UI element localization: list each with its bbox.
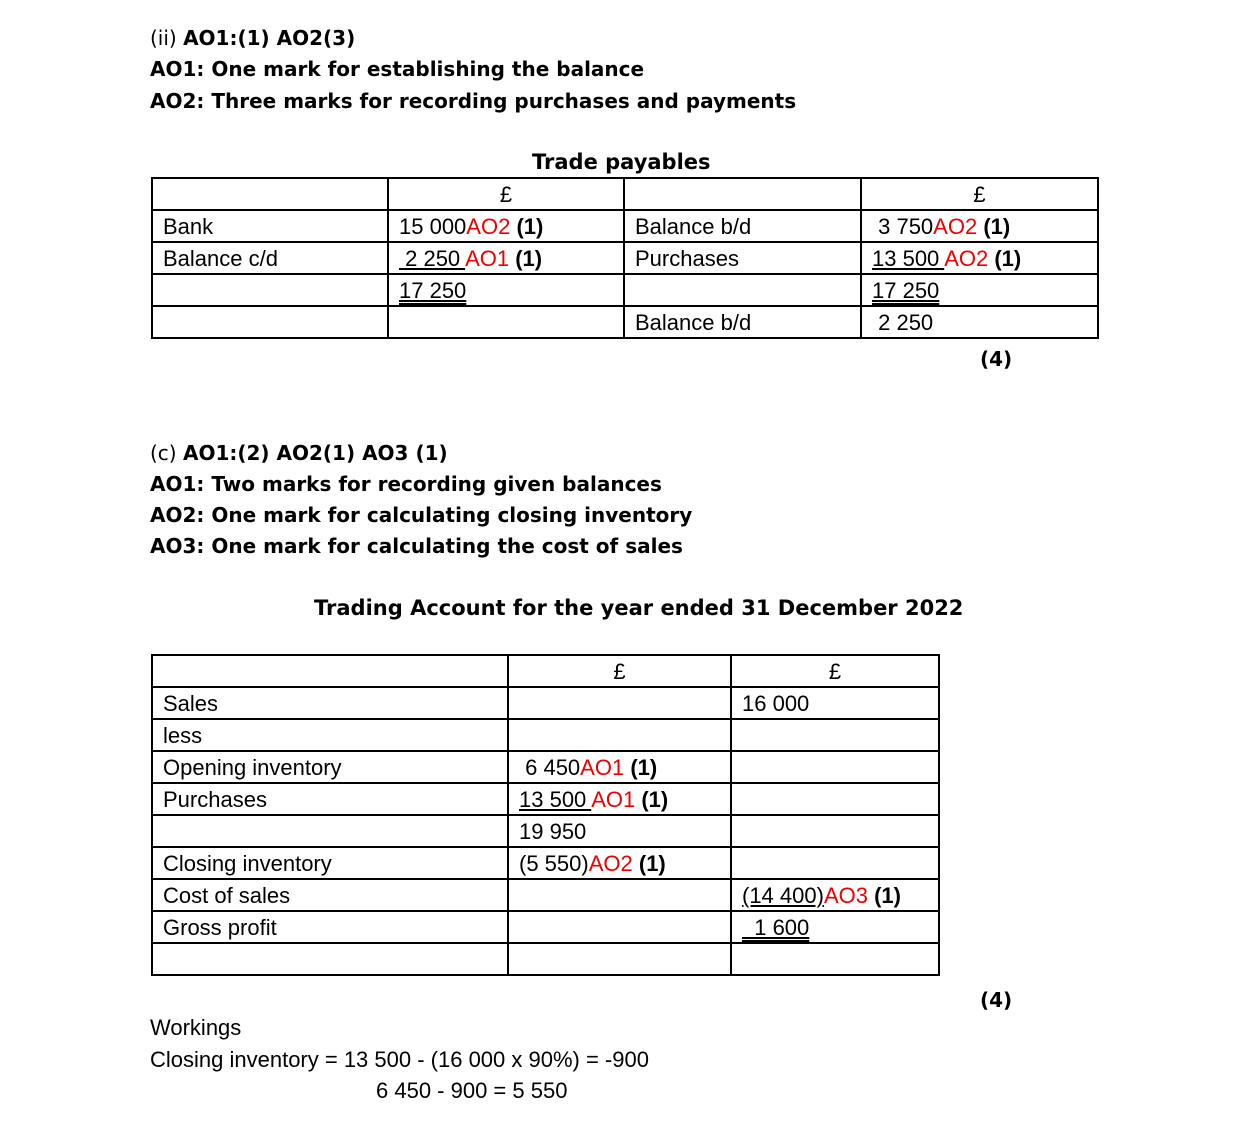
cell-value: 3 750 [872, 214, 934, 239]
trade-payables-table [151, 177, 1099, 339]
cell-value: Purchases [635, 246, 739, 271]
table-row [152, 687, 939, 719]
cell-value: 16 000 [742, 691, 810, 716]
table-cell [731, 751, 939, 783]
table-cell [152, 655, 508, 687]
section-ii-heading: (ii) AO1:(1) AO2(3) [150, 26, 356, 50]
assessment-objective-tag: AO2 [933, 214, 978, 239]
cell-value: 19 950 [519, 819, 587, 844]
cell-value: £ [499, 182, 513, 207]
table-cell [731, 655, 939, 687]
table-cell [508, 911, 731, 943]
table-cell [508, 687, 731, 719]
mark-count: (1) [630, 755, 658, 780]
table-cell [508, 847, 731, 879]
cell-value: (5 550) [519, 851, 589, 876]
table-cell [152, 687, 508, 719]
table-cell [731, 783, 939, 815]
cell-value: Sales [163, 691, 219, 716]
cell-value: £ [828, 659, 842, 684]
workings-line: 6 450 - 900 = 5 550 [376, 1078, 568, 1103]
section-c-line: AO2: One mark for calculating closing inventory [150, 503, 693, 527]
table-cell [152, 911, 508, 943]
section-ii-line: AO1: One mark for establishing the balance [150, 57, 645, 81]
table-cell [731, 847, 939, 879]
cell-value: Bank [163, 214, 214, 239]
cell-value: £ [973, 182, 986, 207]
cell-value: Balance b/d [635, 214, 752, 239]
table-cell [152, 178, 388, 210]
trade-payables-title: Trade payables [532, 150, 711, 174]
table-cell [731, 879, 939, 911]
table-row [152, 879, 939, 911]
section-c-line: AO3: One mark for calculating the cost of sales [150, 534, 683, 558]
cell-value: Cost of sales [163, 883, 291, 908]
total-marks: (4) [980, 988, 1013, 1012]
table-cell [388, 178, 624, 210]
assessment-objective-tag: AO1 [465, 246, 510, 271]
table-cell [861, 178, 1098, 210]
mark-count: (1) [983, 214, 1011, 239]
table-cell [152, 210, 388, 242]
assessment-objective-tag: AO1 [580, 755, 625, 780]
table-cell [152, 242, 388, 274]
table-cell [731, 719, 939, 751]
mark-count: (1) [994, 246, 1022, 271]
cell-value: 15 000 [399, 214, 467, 239]
table-row [152, 274, 1098, 306]
cell-value: Gross profit [163, 915, 277, 940]
table-cell [624, 210, 861, 242]
cell-value: 6 450 [519, 755, 581, 780]
table-cell [152, 783, 508, 815]
table-cell [508, 879, 731, 911]
cell-value: Purchases [163, 787, 267, 812]
table-cell [731, 911, 939, 943]
cell-value: (14 400) [742, 883, 824, 908]
table-row [152, 210, 1098, 242]
table-cell [388, 274, 624, 306]
table-cell [388, 210, 624, 242]
table-cell [624, 178, 861, 210]
table-cell [152, 274, 388, 306]
mark-count: (1) [516, 214, 544, 239]
trading-account-title: Trading Account for the year ended 31 December 2022 [314, 596, 964, 620]
mark-count: (1) [515, 246, 543, 271]
table-cell [861, 210, 1098, 242]
table-cell [388, 306, 624, 338]
table-cell [152, 719, 508, 751]
trading-account-table [151, 654, 940, 976]
table-cell [152, 306, 388, 338]
table-row [152, 815, 939, 847]
table-row [152, 751, 939, 783]
table-cell [152, 943, 508, 975]
table-row [152, 847, 939, 879]
section-c-heading: (c) AO1:(2) AO2(1) AO3 (1) [150, 441, 448, 465]
table-cell [152, 815, 508, 847]
assessment-objective-tag: AO2 [944, 246, 989, 271]
cell-value: 1 600 [742, 915, 810, 940]
cell-value: Closing inventory [163, 851, 332, 876]
table-cell [152, 751, 508, 783]
workings-line: Closing inventory = 13 500 - (16 000 x 90%) = -900 [150, 1047, 649, 1072]
cell-value: £ [613, 659, 626, 684]
table-cell [508, 751, 731, 783]
total-marks: (4) [980, 347, 1013, 371]
cell-value: 17 250 [399, 278, 467, 303]
table-row [152, 306, 1098, 338]
table-cell [861, 274, 1098, 306]
table-cell [731, 943, 939, 975]
mark-count: (1) [638, 851, 666, 876]
table-cell [624, 242, 861, 274]
table-row [152, 911, 939, 943]
table-cell [731, 687, 939, 719]
cell-value: 17 250 [872, 278, 940, 303]
table-row [152, 178, 1098, 210]
section-c-line: AO1: Two marks for recording given balances [150, 472, 662, 496]
mark-count: (1) [641, 787, 669, 812]
table-cell [861, 306, 1098, 338]
cell-value: 2 250 [399, 246, 466, 271]
table-row [152, 943, 939, 975]
table-cell [508, 815, 731, 847]
table-row [152, 783, 939, 815]
cell-value: Opening inventory [163, 755, 342, 780]
table-cell [152, 847, 508, 879]
assessment-objective-tag: AO3 [823, 883, 868, 908]
table-cell [731, 815, 939, 847]
table-cell [624, 306, 861, 338]
cell-value: less [163, 723, 203, 748]
assessment-objective-tag: AO1 [591, 787, 636, 812]
mark-count: (1) [874, 883, 901, 908]
cell-value: Balance c/d [163, 246, 278, 271]
assessment-objective-tag: AO2 [588, 851, 633, 876]
table-cell [624, 274, 861, 306]
table-row [152, 655, 939, 687]
cell-value: 13 500 [872, 246, 945, 271]
workings-label: Workings [150, 1015, 242, 1040]
table-cell [508, 783, 731, 815]
cell-value: Balance b/d [635, 310, 752, 335]
cell-value: 2 250 [872, 310, 934, 335]
table-cell [152, 879, 508, 911]
table-row [152, 719, 939, 751]
section-ii-line: AO2: Three marks for recording purchases and payments [150, 89, 797, 113]
table-cell [508, 719, 731, 751]
cell-value: 13 500 [519, 787, 592, 812]
table-cell [861, 242, 1098, 274]
assessment-objective-tag: AO2 [466, 214, 511, 239]
table-row [152, 242, 1098, 274]
table-cell [508, 655, 731, 687]
table-cell [508, 943, 731, 975]
table-cell [388, 242, 624, 274]
